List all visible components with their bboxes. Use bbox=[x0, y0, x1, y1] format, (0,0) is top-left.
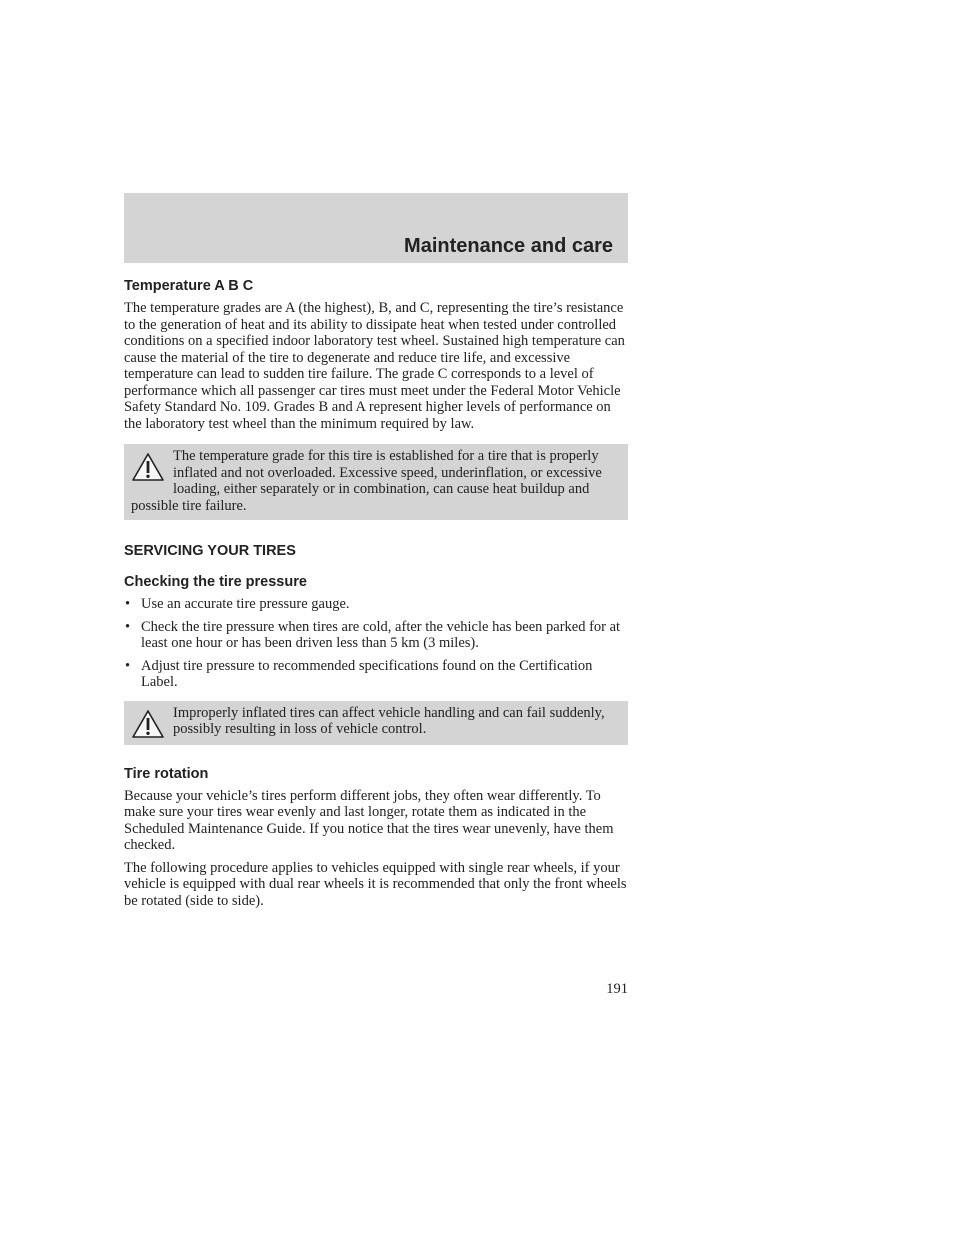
warning-triangle-icon bbox=[131, 452, 165, 482]
page-title: Maintenance and care bbox=[404, 235, 613, 257]
warning-triangle-icon bbox=[131, 709, 165, 739]
pressure-heading: Checking the tire pressure bbox=[124, 574, 307, 590]
rotation-paragraph: The following procedure applies to vehicles equipped with single rear wheels, if your vehicle is equipped with dual rear wheels it is recommended that only the front wheels be rotated (side to side). bbox=[124, 859, 627, 909]
pressure-warning-box bbox=[124, 701, 628, 745]
rotation-heading: Tire rotation bbox=[124, 765, 209, 782]
temperature-warning-text: The temperature grade for this tire is established for a tire that is properly inflated and not overloaded. Excessive speed, underinflation, or excessive loading, either separately or in combination, can cause heat buildup and possible tire failure. bbox=[131, 448, 602, 514]
servicing-heading: SERVICING YOUR TIRES bbox=[124, 543, 296, 559]
pressure-warning-text: Improperly inflated tires can affect vehicle handling and can fail suddenly, possibly resulting in loss of vehicle control. bbox=[173, 704, 605, 737]
rotation-paragraph: Because your vehicle’s tires perform different jobs, they often wear differently. To make sure your tires wear evenly and last longer, rotate them as indicated in the Scheduled Maintenance Guide. If you notice that the tires wear unevenly, have them checked. bbox=[124, 787, 614, 853]
header-band bbox=[124, 193, 628, 263]
list-item bbox=[124, 658, 628, 691]
list-item-text: Check the tire pressure when tires are cold, after the vehicle has been parked for at least one hour or has been driven less than 5 km (3 miles). bbox=[141, 618, 621, 651]
list-item bbox=[124, 619, 628, 652]
bullet-glyph: • bbox=[125, 618, 131, 635]
page-number: 191 bbox=[606, 981, 628, 997]
page-content bbox=[124, 277, 628, 909]
list-item-text: Use an accurate tire pressure gauge. bbox=[141, 596, 350, 612]
list-item bbox=[124, 596, 628, 613]
temperature-warning-box bbox=[124, 444, 628, 520]
pressure-bullet-list bbox=[124, 596, 628, 691]
bullet-glyph: • bbox=[125, 657, 131, 674]
bullet-glyph: • bbox=[125, 596, 131, 612]
list-item-text: Adjust tire pressure to recommended specifications found on the Certification Label. bbox=[141, 657, 593, 690]
temperature-heading: Temperature A B C bbox=[124, 278, 254, 294]
temperature-paragraph: The temperature grades are A (the highest), B, and C, representing the tire’s resistance to the generation of heat and its ability to dissipate heat when tested under controlled conditions on a specified indoor laboratory test wheel. Sustained high temperature can cause the material of the tire to degenerate and reduce tire life, and excessive temperature can lead to sudden tire failure. The grade C corresponds to a level of performance which all passenger car tires must meet under the Federal Motor Vehicle Safety Standard No. 109. Grades B and A represent higher levels of performance on the laboratory test wheel than the minimum required by law. bbox=[124, 300, 625, 432]
